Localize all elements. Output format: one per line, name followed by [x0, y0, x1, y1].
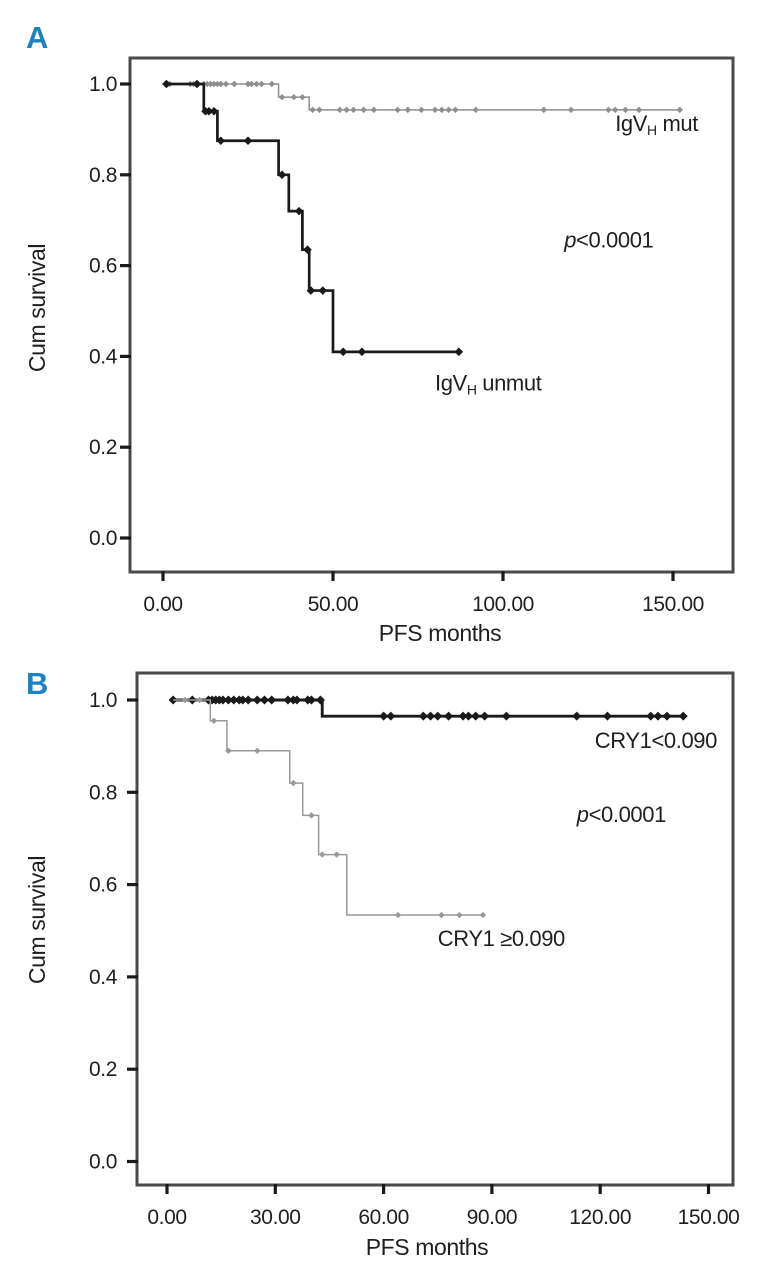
panel-B-x-axis — [147, 1184, 739, 1229]
x-tick-label: 30.00 — [250, 1206, 301, 1229]
series-igvh-unmut-censor-marks — [162, 80, 463, 356]
censor-mark — [223, 81, 229, 87]
y-tick-label: 1.0 — [89, 73, 117, 96]
censor-mark — [333, 851, 339, 857]
x-tick-label: 150.00 — [642, 593, 704, 616]
censor-mark — [350, 107, 356, 113]
y-tick-label: 0.8 — [89, 163, 117, 187]
panel-A-y-axis — [89, 73, 131, 550]
censor-mark — [473, 107, 479, 113]
censor-mark — [433, 712, 442, 721]
censor-mark — [319, 286, 328, 295]
censor-mark — [455, 348, 464, 357]
censor-mark — [471, 712, 480, 721]
y-tick-label: 0.0 — [89, 527, 117, 550]
censor-mark — [343, 107, 349, 113]
censor-mark — [452, 107, 458, 113]
x-tick-label: 50.00 — [307, 593, 359, 616]
panel-B-y-axis-title: Cum survival — [24, 855, 50, 985]
censor-mark — [480, 712, 489, 721]
censor-mark — [269, 81, 275, 87]
panel-A-x-axis-title: PFS months — [378, 620, 502, 646]
censor-mark — [360, 107, 366, 113]
panel-B — [24, 673, 739, 1260]
censor-mark — [432, 107, 438, 113]
series-igvh-mut-curve — [166, 84, 679, 110]
censor-mark — [541, 107, 547, 113]
censor-mark — [162, 80, 171, 89]
censor-mark — [316, 107, 322, 113]
panel-A-y-axis-title: Cum survival — [24, 243, 50, 373]
censor-mark — [418, 107, 424, 113]
censor-mark — [386, 712, 395, 721]
series-igvh-mut — [166, 81, 698, 138]
x-tick-label: 0.00 — [143, 593, 183, 616]
censor-mark — [439, 107, 445, 113]
censor-mark — [267, 696, 276, 705]
censor-mark — [444, 712, 453, 721]
y-tick-label: 0.6 — [89, 873, 117, 897]
censor-mark — [182, 697, 188, 703]
censor-mark — [319, 851, 325, 857]
panel-B-x-axis-title: PFS months — [365, 1234, 489, 1260]
censor-mark — [572, 712, 581, 721]
y-tick-label: 0.0 — [89, 1150, 117, 1174]
censor-mark — [394, 107, 400, 113]
censor-mark — [603, 712, 612, 721]
censor-mark — [291, 94, 297, 100]
censor-mark — [371, 107, 377, 113]
censor-mark — [258, 81, 264, 87]
censor-mark — [395, 912, 401, 918]
panel-a-letter: A — [26, 20, 49, 55]
series-cry1-0-090 — [169, 696, 718, 753]
panel-B-p-value: p<0.0001 — [576, 801, 666, 827]
censor-mark — [244, 696, 253, 705]
censor-mark — [405, 107, 411, 113]
series-cry1-0-090-label: CRY1<0.090 — [594, 727, 717, 753]
series-cry1-0-090-censor-marks — [169, 696, 688, 721]
x-tick-label: 90.00 — [466, 1206, 518, 1229]
censor-mark — [679, 712, 688, 721]
censor-mark — [337, 107, 343, 113]
series-igvh-unmut-label: IgVH unmut — [435, 370, 542, 398]
censor-mark — [605, 107, 611, 113]
censor-mark — [445, 107, 451, 113]
y-tick-label: 0.4 — [89, 965, 117, 989]
series-cry1-0-090 — [173, 697, 565, 951]
panel-B-y-axis — [89, 689, 138, 1174]
censor-mark — [309, 107, 315, 113]
censor-mark — [339, 348, 348, 357]
censor-mark — [231, 81, 237, 87]
panel-A — [24, 58, 733, 646]
series-igvh-unmut-curve — [166, 84, 458, 352]
x-tick-label: 60.00 — [358, 1206, 409, 1229]
y-tick-label: 0.8 — [89, 781, 117, 805]
y-tick-label: 0.2 — [89, 1058, 117, 1082]
censor-mark — [662, 712, 671, 721]
censor-mark — [568, 107, 574, 113]
censor-mark — [193, 80, 202, 89]
series-cry1-0-090-curve — [173, 700, 483, 915]
censor-mark — [244, 136, 253, 145]
censor-mark — [502, 712, 511, 721]
censor-mark — [290, 780, 296, 786]
censor-mark — [358, 348, 367, 357]
panel-A-x-axis — [143, 571, 704, 616]
panel-A-p-value: p<0.0001 — [564, 227, 654, 253]
x-tick-label: 100.00 — [472, 593, 534, 616]
x-tick-label: 150.00 — [677, 1206, 740, 1229]
censor-mark — [211, 718, 217, 724]
series-igvh-mut-censor-marks — [167, 81, 683, 113]
censor-mark — [438, 912, 444, 918]
y-tick-label: 0.6 — [89, 254, 117, 278]
censor-mark — [254, 748, 260, 754]
y-tick-label: 1.0 — [89, 689, 117, 712]
y-tick-label: 0.4 — [89, 345, 117, 369]
series-igvh-unmut — [162, 80, 542, 398]
x-tick-label: 0.00 — [147, 1206, 187, 1229]
censor-mark — [225, 748, 231, 754]
x-tick-label: 120.00 — [569, 1206, 632, 1229]
censor-mark — [456, 912, 462, 918]
panel-b-letter: B — [26, 666, 49, 701]
censor-mark — [279, 94, 285, 100]
censor-mark — [480, 912, 486, 918]
series-igvh-mut-label: IgVH mut — [615, 110, 698, 138]
y-tick-label: 0.2 — [89, 436, 117, 460]
censor-mark — [299, 94, 305, 100]
series-cry1-0-090-label: CRY1 ≥0.090 — [437, 925, 565, 951]
censor-mark — [196, 697, 202, 703]
censor-mark — [308, 812, 314, 818]
censor-mark — [653, 712, 662, 721]
